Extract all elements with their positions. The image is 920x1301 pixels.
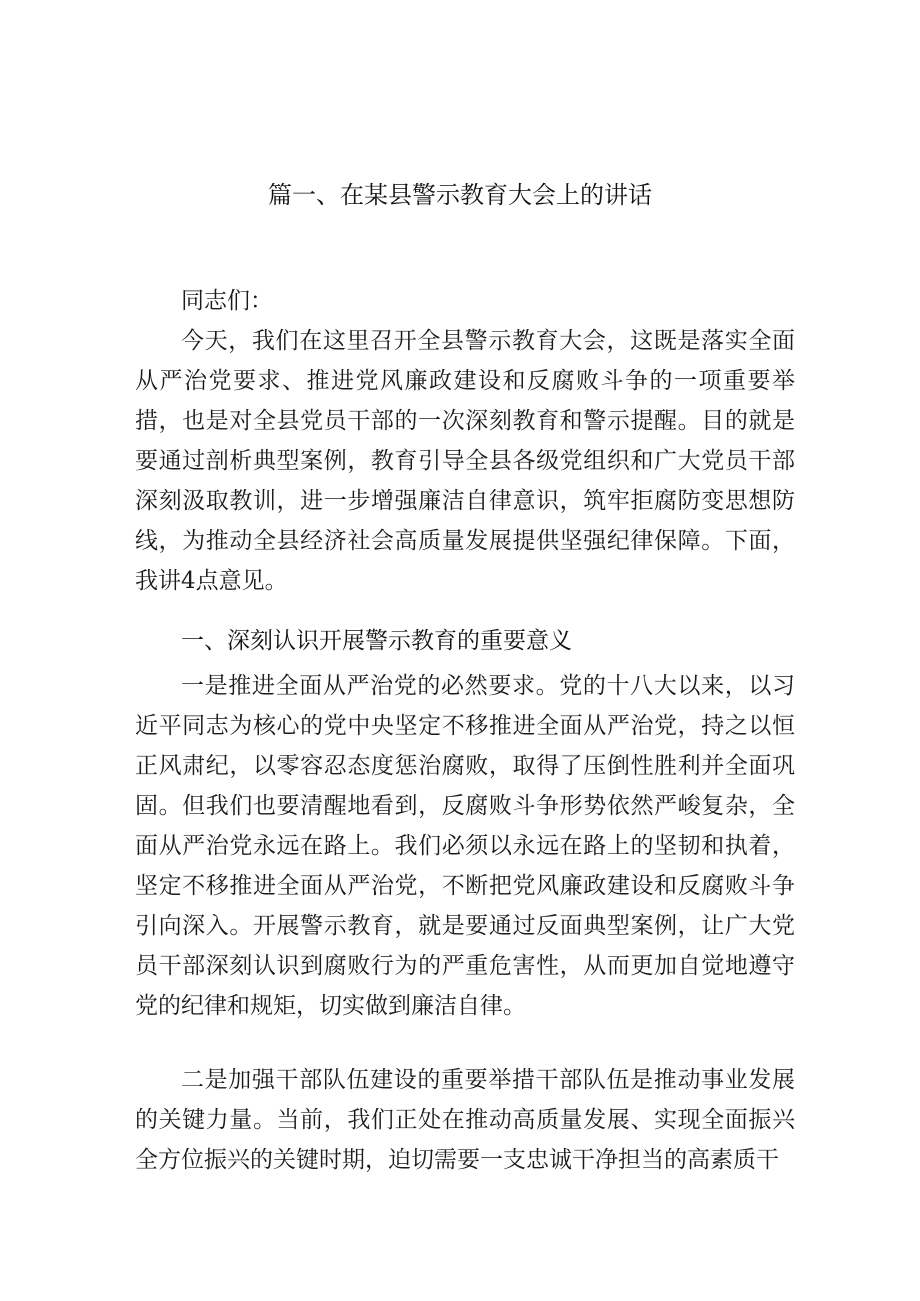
section-paragraph-1: 一是推进全面从严治党的必然要求。党的十八大以来，以习近平同志为核心的党中央坚定不移推进全面从严治党，持之以恒正风肃纪，以零容忍态度惩治腐败，取得了压倒性胜利并全面巩固。但我们也要清醒地看到，反腐败斗争形势依然严峻复杂，全面从严治党永远在路上。我们必须以永远在路上的坚韧和执着，坚定不移推进全面从严治党，不断把党风廉政建设和反腐败斗争引向深入。开展警示教育，就是要通过反面典型案例，让广大党员干部深刻认识到腐败行为的严重危害性，从而更加自觉地遵守党的纪律和规矩，切实做到廉洁自律。 <box>135 673 795 1019</box>
salutation: 同志们： <box>181 288 273 314</box>
intro-paragraph: 今天，我们在这里召开全县警示教育大会，这既是落实全面从严治党要求、推进党风廉政建设和反腐败斗争的一项重要举措，也是对全县党员干部的一次深刻教育和警示提醒。目的就是要通过剖析典型案例，教育引导全县各级党组织和广大党员干部深刻汲取教训，进一步增强廉洁自律意识，筑牢拒腐防变思想防线，为推动全县经济社会高质量发展提供坚强纪律保障。下面，我讲4点意见。 <box>135 328 795 594</box>
section-heading: 一、深刻认识开展警示教育的重要意义 <box>181 628 572 654</box>
document-title: 篇一、在某县警示教育大会上的讲话 <box>268 181 652 209</box>
section-paragraph-2: 二是加强干部队伍建设的重要举措干部队伍是推动事业发展的关键力量。当前，我们正处在推动高质量发展、实现全面振兴全方位振兴的关键时期，迫切需要一支忠诚干净担当的高素质干 <box>135 1067 795 1173</box>
